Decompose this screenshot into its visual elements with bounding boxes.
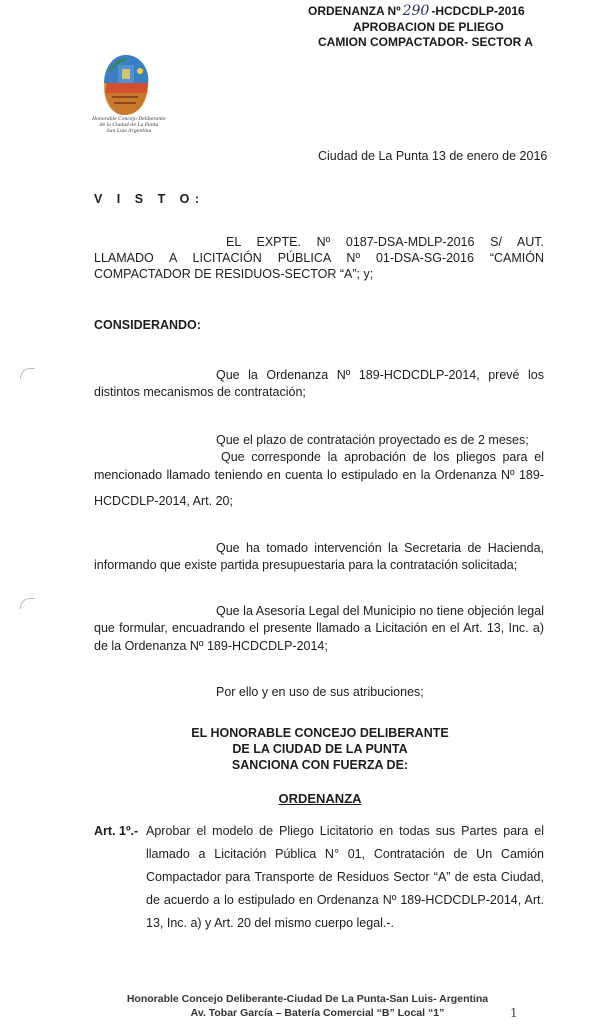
enacting-line-3: SANCIONA CON FUERZA DE: bbox=[231, 758, 409, 772]
considerando-heading: CONSIDERANDO: bbox=[94, 318, 201, 332]
header-subject-line-2: CAMION COMPACTADOR- SECTOR A bbox=[318, 35, 533, 49]
considerando-p5-line-3: de la Ordenanza Nº 189-HCDCDLP-2014; bbox=[94, 639, 328, 653]
considerando-p3-line-2: mencionado llamado teniendo en cuenta lo estipulado en la Ordenanza Nº 189- bbox=[94, 468, 544, 482]
article-1-label: Art. 1º.- bbox=[94, 824, 139, 838]
scan-mark bbox=[20, 368, 35, 379]
article-1-line-4: de acuerdo a lo estipulado en Ordenanza Nº 189-HCDCDLP-2014, Art. bbox=[146, 893, 544, 907]
ordinance-number-line bbox=[308, 4, 525, 18]
considerando-p1-line-2: distintos mecanismos de contratación; bbox=[94, 385, 306, 399]
ordinance-prefix: ORDENANZA Nº bbox=[308, 4, 401, 18]
considerando-p1-line-1: Que la Ordenanza Nº 189-HCDCDLP-2014, prevé los bbox=[216, 368, 544, 382]
considerando-p5-line-2: que formular, encuadrando el presente llamado a Licitación en el Art. 13, Inc. a) bbox=[94, 621, 544, 635]
considerando-p6: Por ello y en uso de sus atribuciones; bbox=[216, 685, 424, 699]
place-date: Ciudad de La Punta 13 de enero de 2016 bbox=[318, 149, 548, 163]
visto-line-1: EL EXPTE. Nº 0187-DSA-MDLP-2016 S/ AUT. bbox=[226, 235, 544, 249]
footer-line-2: Av. Tobar García – Batería Comercial “B” Local “1” bbox=[190, 1007, 445, 1019]
considerando-p4-line-2: informando que existe partida presupuestaria para la contratación solicitada; bbox=[94, 558, 518, 572]
article-1-line-2: llamado a Licitación Pública N° 01, Contratación de Un Camión bbox=[146, 847, 544, 861]
scan-mark bbox=[20, 598, 35, 609]
enacting-line-1: EL HONORABLE CONCEJO DELIBERANTE bbox=[191, 726, 449, 740]
logo-caption: Honorable Concejo Deliberante de la Ciudad de La Punta San Luis Argentina bbox=[92, 117, 166, 134]
visto-line-3: COMPACTADOR DE RESIDUOS-SECTOR “A”; y; bbox=[94, 267, 374, 281]
header-subject-line-1: APROBACION DE PLIEGO bbox=[353, 20, 504, 34]
considerando-p4-line-1: Que ha tomado intervención la Secretaria de Hacienda, bbox=[216, 541, 544, 555]
handwritten-number: 290 bbox=[402, 3, 430, 19]
article-1-line-3: Compactador para Transporte de Residuos Sector “A” de esta Ciudad, bbox=[146, 870, 544, 884]
footer-line-1: Honorable Concejo Deliberante-Ciudad De La Punta-San Luis- Argentina bbox=[126, 993, 489, 1005]
article-1-line-5: 13, Inc. a) y Art. 20 del mismo cuerpo legal.-. bbox=[146, 916, 395, 930]
page-number: 1 bbox=[510, 1006, 518, 1020]
article-1-line-1: Aprobar el modelo de Pliego Licitatorio en todas sus Partes para el bbox=[146, 824, 544, 838]
council-logo bbox=[100, 53, 152, 117]
considerando-p5-line-1: Que la Asesoría Legal del Municipio no tiene objeción legal bbox=[216, 604, 544, 618]
visto-line-2: LLAMADO A LICITACIÓN PÚBLICA Nº 01-DSA-SG-2016 “CAMIÓN bbox=[94, 251, 544, 265]
considerando-p3-line-3: HCDCDLP-2014, Art. 20; bbox=[94, 494, 233, 508]
visto-heading: V I S T O: bbox=[94, 192, 205, 206]
ordinance-title: ORDENANZA bbox=[278, 791, 362, 806]
ordinance-suffix: -HCDCDLP-2016 bbox=[431, 4, 525, 18]
enacting-line-2: DE LA CIUDAD DE LA PUNTA bbox=[232, 742, 408, 756]
considerando-p3-line-1: Que corresponde la aprobación de los pliegos para el bbox=[221, 450, 544, 464]
considerando-p2: Que el plazo de contratación proyectado es de 2 meses; bbox=[216, 433, 529, 447]
